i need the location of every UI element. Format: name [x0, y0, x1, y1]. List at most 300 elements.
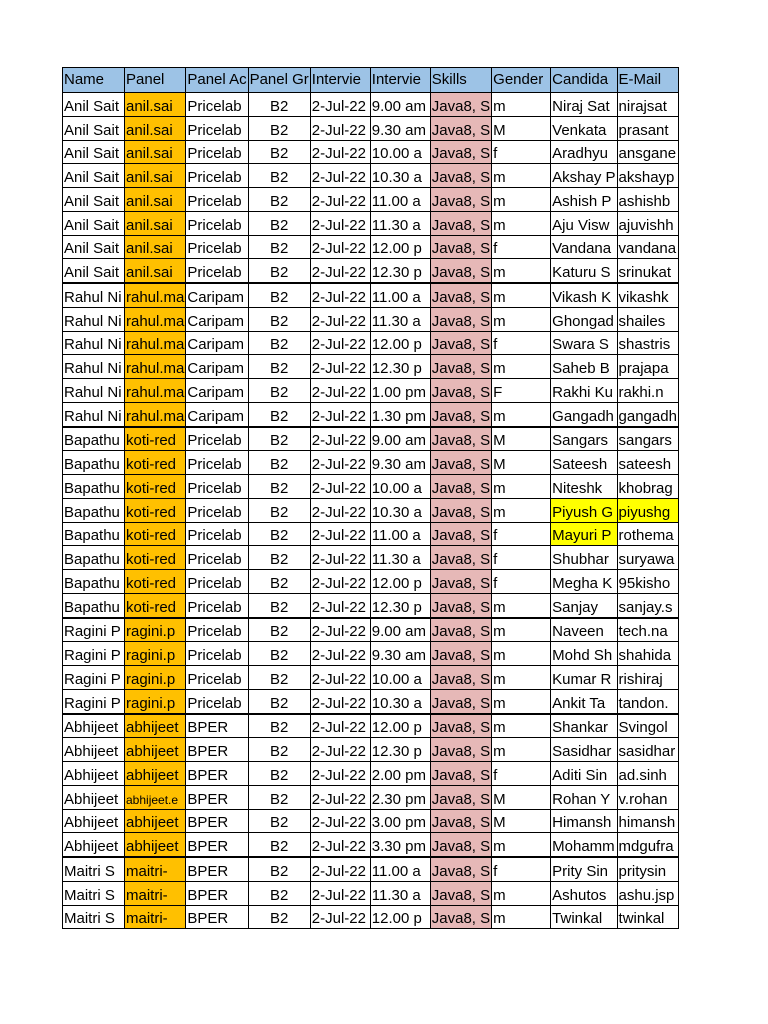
panel-cell[interactable]: koti-red — [125, 498, 186, 522]
name-cell[interactable]: Abhijeet — [63, 738, 125, 762]
panel-account-cell[interactable]: Pricelab — [186, 570, 248, 594]
interview-date-cell[interactable]: 2-Jul-22 — [310, 427, 370, 451]
interview-time-cell[interactable]: 9.30 am — [370, 116, 430, 140]
panel-cell[interactable]: abhijeet — [125, 833, 186, 857]
interview-date-cell[interactable]: 2-Jul-22 — [310, 211, 370, 235]
candidate-cell[interactable]: Ashish P — [551, 188, 617, 212]
interview-time-cell[interactable]: 12.30 p — [370, 738, 430, 762]
email-cell[interactable]: piyushg — [617, 498, 678, 522]
panel-grade-cell[interactable]: B2 — [248, 833, 310, 857]
interview-date-cell[interactable]: 2-Jul-22 — [310, 546, 370, 570]
interview-time-cell[interactable]: 10.00 a — [370, 140, 430, 164]
skills-cell[interactable]: Java8, S — [430, 546, 491, 570]
panel-cell[interactable]: rahul.ma — [125, 355, 186, 379]
panel-grade-cell[interactable]: B2 — [248, 618, 310, 642]
name-cell[interactable]: Rahul Ni — [63, 379, 125, 403]
email-cell[interactable]: khobrag — [617, 475, 678, 499]
gender-cell[interactable]: m — [492, 188, 551, 212]
interview-date-cell[interactable]: 2-Jul-22 — [310, 905, 370, 929]
interview-date-cell[interactable]: 2-Jul-22 — [310, 785, 370, 809]
email-cell[interactable]: ashu.jsp — [617, 881, 678, 905]
candidate-cell[interactable]: Ankit Ta — [551, 689, 617, 713]
panel-account-cell[interactable]: Caripam — [186, 402, 248, 426]
candidate-cell[interactable]: Mohd Sh — [551, 642, 617, 666]
panel-grade-cell[interactable]: B2 — [248, 283, 310, 307]
panel-account-cell[interactable]: Pricelab — [186, 451, 248, 475]
interview-time-cell[interactable]: 9.30 am — [370, 642, 430, 666]
gender-cell[interactable]: m — [492, 905, 551, 929]
candidate-cell[interactable]: Aradhyu — [551, 140, 617, 164]
candidate-cell[interactable]: Sangars — [551, 427, 617, 451]
interview-time-cell[interactable]: 10.30 a — [370, 689, 430, 713]
interview-date-cell[interactable]: 2-Jul-22 — [310, 283, 370, 307]
skills-cell[interactable]: Java8, S — [430, 451, 491, 475]
name-cell[interactable]: Bapathu — [63, 475, 125, 499]
panel-cell[interactable]: maitri- — [125, 905, 186, 929]
panel-cell[interactable]: koti-red — [125, 522, 186, 546]
name-cell[interactable]: Bapathu — [63, 451, 125, 475]
candidate-cell[interactable]: Katuru S — [551, 259, 617, 283]
panel-account-cell[interactable]: Caripam — [186, 355, 248, 379]
panel-grade-cell[interactable]: B2 — [248, 451, 310, 475]
panel-account-cell[interactable]: Caripam — [186, 379, 248, 403]
email-cell[interactable]: ashishb — [617, 188, 678, 212]
interview-time-cell[interactable]: 11.00 a — [370, 522, 430, 546]
email-cell[interactable]: suryawa — [617, 546, 678, 570]
interview-time-cell[interactable]: 12.00 p — [370, 905, 430, 929]
panel-cell[interactable]: koti-red — [125, 427, 186, 451]
candidate-cell[interactable]: Mohamm — [551, 833, 617, 857]
skills-cell[interactable]: Java8, S — [430, 307, 491, 331]
panel-account-cell[interactable]: BPER — [186, 762, 248, 786]
interview-date-cell[interactable]: 2-Jul-22 — [310, 522, 370, 546]
panel-account-cell[interactable]: Pricelab — [186, 522, 248, 546]
name-cell[interactable]: Bapathu — [63, 570, 125, 594]
skills-cell[interactable]: Java8, S — [430, 475, 491, 499]
name-cell[interactable]: Anil Sait — [63, 259, 125, 283]
panel-account-cell[interactable]: Pricelab — [186, 188, 248, 212]
interview-date-cell[interactable]: 2-Jul-22 — [310, 762, 370, 786]
gender-cell[interactable]: m — [492, 259, 551, 283]
panel-grade-cell[interactable]: B2 — [248, 857, 310, 881]
interview-date-cell[interactable]: 2-Jul-22 — [310, 642, 370, 666]
skills-cell[interactable]: Java8, S — [430, 211, 491, 235]
skills-cell[interactable]: Java8, S — [430, 618, 491, 642]
email-cell[interactable]: ansgane — [617, 140, 678, 164]
candidate-cell[interactable]: Naveen — [551, 618, 617, 642]
candidate-cell[interactable]: Vandana — [551, 235, 617, 259]
skills-cell[interactable]: Java8, S — [430, 762, 491, 786]
name-cell[interactable]: Abhijeet — [63, 833, 125, 857]
skills-cell[interactable]: Java8, S — [430, 738, 491, 762]
skills-cell[interactable]: Java8, S — [430, 283, 491, 307]
email-cell[interactable]: ad.sinh — [617, 762, 678, 786]
panel-cell[interactable]: ragini.p — [125, 642, 186, 666]
panel-grade-cell[interactable]: B2 — [248, 881, 310, 905]
name-cell[interactable]: Bapathu — [63, 498, 125, 522]
gender-cell[interactable]: m — [492, 642, 551, 666]
panel-grade-cell[interactable]: B2 — [248, 689, 310, 713]
skills-cell[interactable]: Java8, S — [430, 188, 491, 212]
gender-cell[interactable]: M — [492, 427, 551, 451]
panel-grade-cell[interactable]: B2 — [248, 666, 310, 690]
skills-cell[interactable]: Java8, S — [430, 570, 491, 594]
interview-date-cell[interactable]: 2-Jul-22 — [310, 666, 370, 690]
email-cell[interactable]: vandana — [617, 235, 678, 259]
interview-date-cell[interactable]: 2-Jul-22 — [310, 809, 370, 833]
interview-time-cell[interactable]: 10.30 a — [370, 164, 430, 188]
interview-time-cell[interactable]: 10.30 a — [370, 498, 430, 522]
panel-grade-cell[interactable]: B2 — [248, 785, 310, 809]
candidate-cell[interactable]: Piyush G — [551, 498, 617, 522]
panel-cell[interactable]: rahul.ma — [125, 402, 186, 426]
panel-account-cell[interactable]: BPER — [186, 881, 248, 905]
interview-time-cell[interactable]: 3.30 pm — [370, 833, 430, 857]
candidate-cell[interactable]: Aditi Sin — [551, 762, 617, 786]
email-cell[interactable]: shailes — [617, 307, 678, 331]
email-cell[interactable]: nirajsat — [617, 93, 678, 117]
interview-date-cell[interactable]: 2-Jul-22 — [310, 738, 370, 762]
interview-time-cell[interactable]: 10.00 a — [370, 475, 430, 499]
panel-grade-cell[interactable]: B2 — [248, 475, 310, 499]
candidate-cell[interactable]: Shubhar — [551, 546, 617, 570]
email-cell[interactable]: sateesh — [617, 451, 678, 475]
email-cell[interactable]: rishiraj — [617, 666, 678, 690]
panel-account-cell[interactable]: Pricelab — [186, 235, 248, 259]
panel-account-cell[interactable]: BPER — [186, 809, 248, 833]
interview-time-cell[interactable]: 1.00 pm — [370, 379, 430, 403]
gender-cell[interactable]: m — [492, 714, 551, 738]
panel-grade-cell[interactable]: B2 — [248, 164, 310, 188]
email-cell[interactable]: ajuvishh — [617, 211, 678, 235]
interview-time-cell[interactable]: 12.00 p — [370, 714, 430, 738]
email-cell[interactable]: sanjay.s — [617, 593, 678, 617]
interview-date-cell[interactable]: 2-Jul-22 — [310, 188, 370, 212]
email-cell[interactable]: twinkal — [617, 905, 678, 929]
panel-cell[interactable]: maitri- — [125, 881, 186, 905]
panel-account-cell[interactable]: Caripam — [186, 307, 248, 331]
panel-account-cell[interactable]: Pricelab — [186, 593, 248, 617]
skills-cell[interactable]: Java8, S — [430, 498, 491, 522]
candidate-cell[interactable]: Ghongad — [551, 307, 617, 331]
header-panel-grade[interactable]: Panel Gr — [248, 68, 310, 93]
interview-date-cell[interactable]: 2-Jul-22 — [310, 570, 370, 594]
email-cell[interactable]: akshayp — [617, 164, 678, 188]
panel-grade-cell[interactable]: B2 — [248, 762, 310, 786]
candidate-cell[interactable]: Sasidhar — [551, 738, 617, 762]
panel-cell[interactable]: ragini.p — [125, 689, 186, 713]
panel-cell[interactable]: ragini.p — [125, 618, 186, 642]
header-interview-date[interactable]: Intervie — [310, 68, 370, 93]
panel-grade-cell[interactable]: B2 — [248, 379, 310, 403]
email-cell[interactable]: mdgufra — [617, 833, 678, 857]
panel-grade-cell[interactable]: B2 — [248, 116, 310, 140]
interview-time-cell[interactable]: 9.00 am — [370, 93, 430, 117]
skills-cell[interactable]: Java8, S — [430, 785, 491, 809]
candidate-cell[interactable]: Kumar R — [551, 666, 617, 690]
panel-cell[interactable]: koti-red — [125, 570, 186, 594]
panel-cell[interactable]: anil.sai — [125, 235, 186, 259]
name-cell[interactable]: Rahul Ni — [63, 355, 125, 379]
interview-date-cell[interactable]: 2-Jul-22 — [310, 379, 370, 403]
skills-cell[interactable]: Java8, S — [430, 833, 491, 857]
panel-account-cell[interactable]: Pricelab — [186, 427, 248, 451]
panel-cell[interactable]: koti-red — [125, 475, 186, 499]
gender-cell[interactable]: m — [492, 283, 551, 307]
panel-account-cell[interactable]: Pricelab — [186, 618, 248, 642]
email-cell[interactable]: pritysin — [617, 857, 678, 881]
name-cell[interactable]: Rahul Ni — [63, 402, 125, 426]
interview-date-cell[interactable]: 2-Jul-22 — [310, 259, 370, 283]
email-cell[interactable]: 95kisho — [617, 570, 678, 594]
email-cell[interactable]: sasidhar — [617, 738, 678, 762]
candidate-cell[interactable]: Sanjay — [551, 593, 617, 617]
panel-grade-cell[interactable]: B2 — [248, 235, 310, 259]
interview-time-cell[interactable]: 11.00 a — [370, 283, 430, 307]
panel-cell[interactable]: rahul.ma — [125, 379, 186, 403]
panel-account-cell[interactable]: Caripam — [186, 283, 248, 307]
email-cell[interactable]: shahida — [617, 642, 678, 666]
name-cell[interactable]: Maitri S — [63, 857, 125, 881]
panel-grade-cell[interactable]: B2 — [248, 188, 310, 212]
interview-time-cell[interactable]: 9.00 am — [370, 427, 430, 451]
skills-cell[interactable]: Java8, S — [430, 164, 491, 188]
skills-cell[interactable]: Java8, S — [430, 235, 491, 259]
name-cell[interactable]: Anil Sait — [63, 116, 125, 140]
name-cell[interactable]: Bapathu — [63, 522, 125, 546]
interview-date-cell[interactable]: 2-Jul-22 — [310, 857, 370, 881]
interview-time-cell[interactable]: 1.30 pm — [370, 402, 430, 426]
panel-account-cell[interactable]: Pricelab — [186, 666, 248, 690]
candidate-cell[interactable]: Rakhi Ku — [551, 379, 617, 403]
interview-date-cell[interactable]: 2-Jul-22 — [310, 593, 370, 617]
candidate-cell[interactable]: Shankar — [551, 714, 617, 738]
panel-grade-cell[interactable]: B2 — [248, 593, 310, 617]
header-candidate[interactable]: Candida — [551, 68, 617, 93]
interview-time-cell[interactable]: 11.00 a — [370, 188, 430, 212]
panel-cell[interactable]: anil.sai — [125, 116, 186, 140]
interview-time-cell[interactable]: 12.30 p — [370, 593, 430, 617]
panel-cell[interactable]: abhijeet — [125, 762, 186, 786]
panel-cell[interactable]: anil.sai — [125, 164, 186, 188]
panel-account-cell[interactable]: Pricelab — [186, 211, 248, 235]
name-cell[interactable]: Bapathu — [63, 546, 125, 570]
panel-cell[interactable]: abhijeet — [125, 714, 186, 738]
email-cell[interactable]: srinukat — [617, 259, 678, 283]
name-cell[interactable]: Abhijeet — [63, 785, 125, 809]
skills-cell[interactable]: Java8, S — [430, 331, 491, 355]
candidate-cell[interactable]: Megha K — [551, 570, 617, 594]
interview-date-cell[interactable]: 2-Jul-22 — [310, 714, 370, 738]
panel-cell[interactable]: anil.sai — [125, 259, 186, 283]
name-cell[interactable]: Anil Sait — [63, 188, 125, 212]
panel-grade-cell[interactable]: B2 — [248, 259, 310, 283]
interview-time-cell[interactable]: 11.30 a — [370, 546, 430, 570]
interview-date-cell[interactable]: 2-Jul-22 — [310, 93, 370, 117]
gender-cell[interactable]: f — [492, 522, 551, 546]
email-cell[interactable]: Svingol — [617, 714, 678, 738]
gender-cell[interactable]: m — [492, 164, 551, 188]
panel-grade-cell[interactable]: B2 — [248, 307, 310, 331]
email-cell[interactable]: shastris — [617, 331, 678, 355]
panel-cell[interactable]: abhijeet — [125, 809, 186, 833]
panel-grade-cell[interactable]: B2 — [248, 522, 310, 546]
interview-date-cell[interactable]: 2-Jul-22 — [310, 833, 370, 857]
name-cell[interactable]: Maitri S — [63, 905, 125, 929]
panel-grade-cell[interactable]: B2 — [248, 546, 310, 570]
interview-date-cell[interactable]: 2-Jul-22 — [310, 164, 370, 188]
gender-cell[interactable]: m — [492, 666, 551, 690]
panel-account-cell[interactable]: Pricelab — [186, 475, 248, 499]
gender-cell[interactable]: m — [492, 833, 551, 857]
candidate-cell[interactable]: Mayuri P — [551, 522, 617, 546]
skills-cell[interactable]: Java8, S — [430, 259, 491, 283]
skills-cell[interactable]: Java8, S — [430, 140, 491, 164]
panel-grade-cell[interactable]: B2 — [248, 140, 310, 164]
gender-cell[interactable]: f — [492, 546, 551, 570]
panel-account-cell[interactable]: Pricelab — [186, 164, 248, 188]
candidate-cell[interactable]: Sateesh — [551, 451, 617, 475]
gender-cell[interactable]: m — [492, 355, 551, 379]
email-cell[interactable]: prasant — [617, 116, 678, 140]
gender-cell[interactable]: M — [492, 785, 551, 809]
skills-cell[interactable]: Java8, S — [430, 116, 491, 140]
panel-cell[interactable]: ragini.p — [125, 666, 186, 690]
gender-cell[interactable]: m — [492, 402, 551, 426]
interview-time-cell[interactable]: 2.00 pm — [370, 762, 430, 786]
panel-grade-cell[interactable]: B2 — [248, 498, 310, 522]
panel-grade-cell[interactable]: B2 — [248, 905, 310, 929]
panel-cell[interactable]: koti-red — [125, 546, 186, 570]
email-cell[interactable]: tech.na — [617, 618, 678, 642]
gender-cell[interactable]: m — [492, 498, 551, 522]
candidate-cell[interactable]: Twinkal — [551, 905, 617, 929]
panel-grade-cell[interactable]: B2 — [248, 331, 310, 355]
name-cell[interactable]: Anil Sait — [63, 211, 125, 235]
gender-cell[interactable]: m — [492, 618, 551, 642]
panel-cell[interactable]: abhijeet.e — [125, 785, 186, 809]
panel-cell[interactable]: anil.sai — [125, 140, 186, 164]
email-cell[interactable]: gangadh — [617, 402, 678, 426]
panel-grade-cell[interactable]: B2 — [248, 714, 310, 738]
interview-time-cell[interactable]: 9.30 am — [370, 451, 430, 475]
email-cell[interactable]: prajapa — [617, 355, 678, 379]
skills-cell[interactable]: Java8, S — [430, 522, 491, 546]
gender-cell[interactable]: m — [492, 475, 551, 499]
panel-grade-cell[interactable]: B2 — [248, 809, 310, 833]
gender-cell[interactable]: f — [492, 857, 551, 881]
panel-account-cell[interactable]: Pricelab — [186, 546, 248, 570]
interview-date-cell[interactable]: 2-Jul-22 — [310, 307, 370, 331]
panel-account-cell[interactable]: Pricelab — [186, 642, 248, 666]
name-cell[interactable]: Anil Sait — [63, 164, 125, 188]
name-cell[interactable]: Bapathu — [63, 593, 125, 617]
skills-cell[interactable]: Java8, S — [430, 402, 491, 426]
gender-cell[interactable]: m — [492, 881, 551, 905]
name-cell[interactable]: Ragini P — [63, 618, 125, 642]
gender-cell[interactable]: M — [492, 451, 551, 475]
interview-date-cell[interactable]: 2-Jul-22 — [310, 235, 370, 259]
email-cell[interactable]: rakhi.n — [617, 379, 678, 403]
skills-cell[interactable]: Java8, S — [430, 857, 491, 881]
name-cell[interactable]: Bapathu — [63, 427, 125, 451]
interview-time-cell[interactable]: 12.30 p — [370, 259, 430, 283]
name-cell[interactable]: Ragini P — [63, 642, 125, 666]
gender-cell[interactable]: f — [492, 235, 551, 259]
email-cell[interactable]: himansh — [617, 809, 678, 833]
interview-date-cell[interactable]: 2-Jul-22 — [310, 331, 370, 355]
gender-cell[interactable]: M — [492, 116, 551, 140]
panel-grade-cell[interactable]: B2 — [248, 642, 310, 666]
panel-account-cell[interactable]: Pricelab — [186, 498, 248, 522]
panel-cell[interactable]: anil.sai — [125, 188, 186, 212]
gender-cell[interactable]: M — [492, 809, 551, 833]
panel-cell[interactable]: rahul.ma — [125, 331, 186, 355]
name-cell[interactable]: Rahul Ni — [63, 307, 125, 331]
name-cell[interactable]: Ragini P — [63, 666, 125, 690]
skills-cell[interactable]: Java8, S — [430, 427, 491, 451]
name-cell[interactable]: Rahul Ni — [63, 331, 125, 355]
interview-date-cell[interactable]: 2-Jul-22 — [310, 475, 370, 499]
candidate-cell[interactable]: Akshay P — [551, 164, 617, 188]
skills-cell[interactable]: Java8, S — [430, 93, 491, 117]
panel-grade-cell[interactable]: B2 — [248, 738, 310, 762]
name-cell[interactable]: Ragini P — [63, 689, 125, 713]
name-cell[interactable]: Abhijeet — [63, 762, 125, 786]
panel-account-cell[interactable]: Pricelab — [186, 140, 248, 164]
panel-account-cell[interactable]: Pricelab — [186, 689, 248, 713]
email-cell[interactable]: v.rohan — [617, 785, 678, 809]
header-interview-time[interactable]: Intervie — [370, 68, 430, 93]
interview-date-cell[interactable]: 2-Jul-22 — [310, 618, 370, 642]
candidate-cell[interactable]: Gangadh — [551, 402, 617, 426]
candidate-cell[interactable]: Prity Sin — [551, 857, 617, 881]
panel-grade-cell[interactable]: B2 — [248, 211, 310, 235]
skills-cell[interactable]: Java8, S — [430, 809, 491, 833]
gender-cell[interactable]: m — [492, 689, 551, 713]
header-skills[interactable]: Skills — [430, 68, 491, 93]
panel-cell[interactable]: koti-red — [125, 451, 186, 475]
panel-grade-cell[interactable]: B2 — [248, 427, 310, 451]
gender-cell[interactable]: m — [492, 738, 551, 762]
panel-cell[interactable]: anil.sai — [125, 211, 186, 235]
gender-cell[interactable]: m — [492, 93, 551, 117]
email-cell[interactable]: rothema — [617, 522, 678, 546]
candidate-cell[interactable]: Rohan Y — [551, 785, 617, 809]
interview-time-cell[interactable]: 12.00 p — [370, 570, 430, 594]
panel-account-cell[interactable]: BPER — [186, 738, 248, 762]
skills-cell[interactable]: Java8, S — [430, 355, 491, 379]
email-cell[interactable]: vikashk — [617, 283, 678, 307]
header-name[interactable]: Name — [63, 68, 125, 93]
panel-cell[interactable]: abhijeet — [125, 738, 186, 762]
interview-time-cell[interactable]: 2.30 pm — [370, 785, 430, 809]
gender-cell[interactable]: f — [492, 762, 551, 786]
skills-cell[interactable]: Java8, S — [430, 593, 491, 617]
panel-grade-cell[interactable]: B2 — [248, 93, 310, 117]
gender-cell[interactable]: f — [492, 140, 551, 164]
panel-account-cell[interactable]: Pricelab — [186, 259, 248, 283]
gender-cell[interactable]: m — [492, 593, 551, 617]
skills-cell[interactable]: Java8, S — [430, 905, 491, 929]
interview-time-cell[interactable]: 11.30 a — [370, 211, 430, 235]
name-cell[interactable]: Anil Sait — [63, 93, 125, 117]
skills-cell[interactable]: Java8, S — [430, 666, 491, 690]
panel-cell[interactable]: koti-red — [125, 593, 186, 617]
interview-time-cell[interactable]: 12.30 p — [370, 355, 430, 379]
email-cell[interactable]: tandon. — [617, 689, 678, 713]
panel-grade-cell[interactable]: B2 — [248, 355, 310, 379]
